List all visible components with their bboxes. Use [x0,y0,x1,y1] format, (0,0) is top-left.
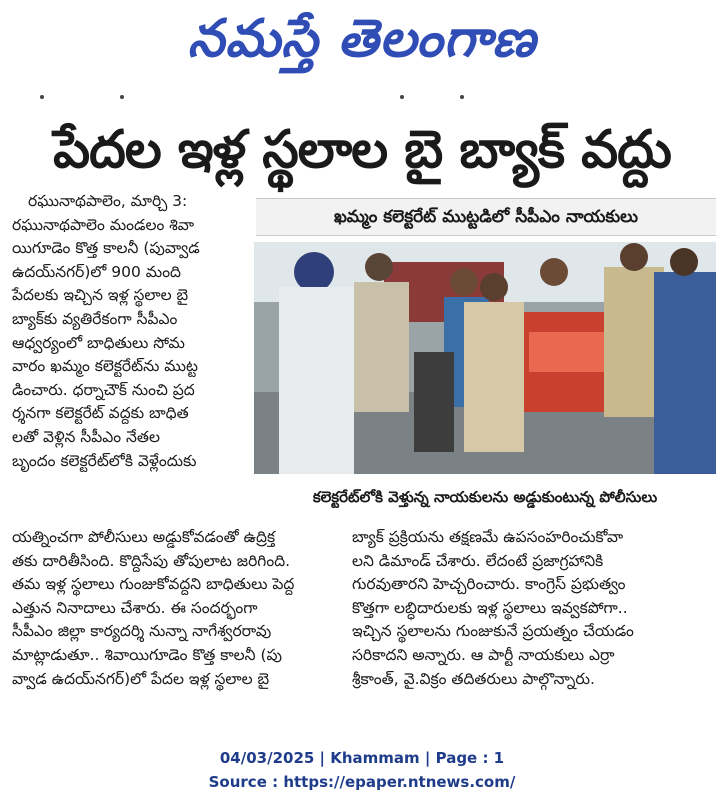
text-line: డించారు. ధర్నాచౌక్ నుంచి ప్రద [12,380,195,399]
text-line: సీపీఎం జిల్లా కార్యదర్శి నున్నా నాగేశ్వరరావు [12,622,272,641]
text-line: యిగూడెం కొత్త కాలనీ (పువ్వాడ [12,239,200,258]
photo-banner: ఖమ్మం కలెక్టరేట్ ముట్టడిలో సీపీఎం నాయకులు [256,198,716,236]
separator-dots [40,95,680,99]
text-line: ఎత్తున నినాదాలు చేశారు. ఈ సందర్భంగా [12,598,258,617]
text-line: లతో వెళ్లిన సీపీఎం నేతల [12,427,160,446]
text-line: మాట్లాడుతూ.. శివాయిగూడెం కొత్త కాలనీ (పు [12,645,282,664]
text-line: ఆధ్వర్యంలో బాధితులు సోమ [12,333,185,352]
text-line: రఘునాథపాలెం, మార్చి 3: [28,192,188,210]
page-footer [0,746,724,794]
photo-caption: కలెక్టరేట్‌లోకి వెళ్తున్న నాయకులను అడ్డుకుంటున్న పోలీసులు [312,488,658,506]
text-line: యత్నించగా పోలీసులు అడ్డుకోవడంతో ఉద్రిక్త [12,528,276,546]
text-line: లని డిమాండ్ చేశారు. లేదంటే ప్రజాగ్రహానికి [352,551,604,570]
text-line: బృందం కలెక్టరేట్‌లోకి వెళ్లేందుకు [12,451,197,470]
text-line: సరికాదని అన్నారు. ఆ పార్టీ నాయకులు ఎర్రా [352,645,615,664]
text-line: శ్రీకాంత్, వై.విక్రం తదితరులు పాల్గొన్నారు. [352,669,595,688]
text-line: వారం ఖమ్మం కలెక్టరేట్‌ను ముట్ట [12,357,198,376]
edition-info: 04/03/2025 | Khammam | Page : 1 [219,749,505,767]
text-line: వ్వాడ ఉదయ్‌నగర్)లో పేదల ఇళ్ల స్థలాల బై [12,669,270,688]
protest-photo-illustration [254,242,716,474]
text-line: రఘునాథపాలెం మండలం శివా [12,215,195,234]
news-photo [254,242,716,474]
newspaper-name: నమస్తే తెలంగాణ [187,9,537,69]
text-line: గురవుతారని హెచ్చరించారు. కాంగ్రెస్ ప్రభుత్వం [352,575,626,594]
text-line: బ్యాక్‌కు వ్యతిరేకంగా సీపీఎం [12,309,178,328]
masthead [0,0,724,86]
text-line: బ్యాక్ ప్రక్రియను తక్షణమే ఉపసంహరించుకోవా [352,528,624,546]
text-line: ఇచ్చిన స్థలాలను గుంజుకునే ప్రయత్నం చేయడం [352,622,634,641]
source-link[interactable]: Source : https://epaper.ntnews.com/ [208,773,516,791]
article-headline: పేదల ఇళ్ల స్థలాల బై బ్యాక్ వద్దు [53,120,671,180]
text-line: ర్శనగా కలెక్టరేట్ వద్దకు బాధిత [12,404,189,423]
text-line: తమ ఇళ్ల స్థలాలు గుంజుకోవద్దని బాధితులు పెద్ద [12,575,295,594]
text-line: ఉదయ్‌నగర్)లో 900 మంది [12,262,181,281]
text-line: కొత్తగా లబ్ధిదారులకు ఇళ్ల స్థలాలు ఇవ్వకపోగా.. [352,598,628,617]
article-column-bottom-right [352,526,718,691]
article-column-bottom-left [12,526,342,691]
article-column-left [12,190,248,473]
text-line: పేదలకు ఇచ్చిన ఇళ్ల స్థలాల బై [12,286,189,305]
text-line: తకు దారితీసింది. కొద్దిసేపు తోపులాట జరిగింది. [12,551,291,570]
